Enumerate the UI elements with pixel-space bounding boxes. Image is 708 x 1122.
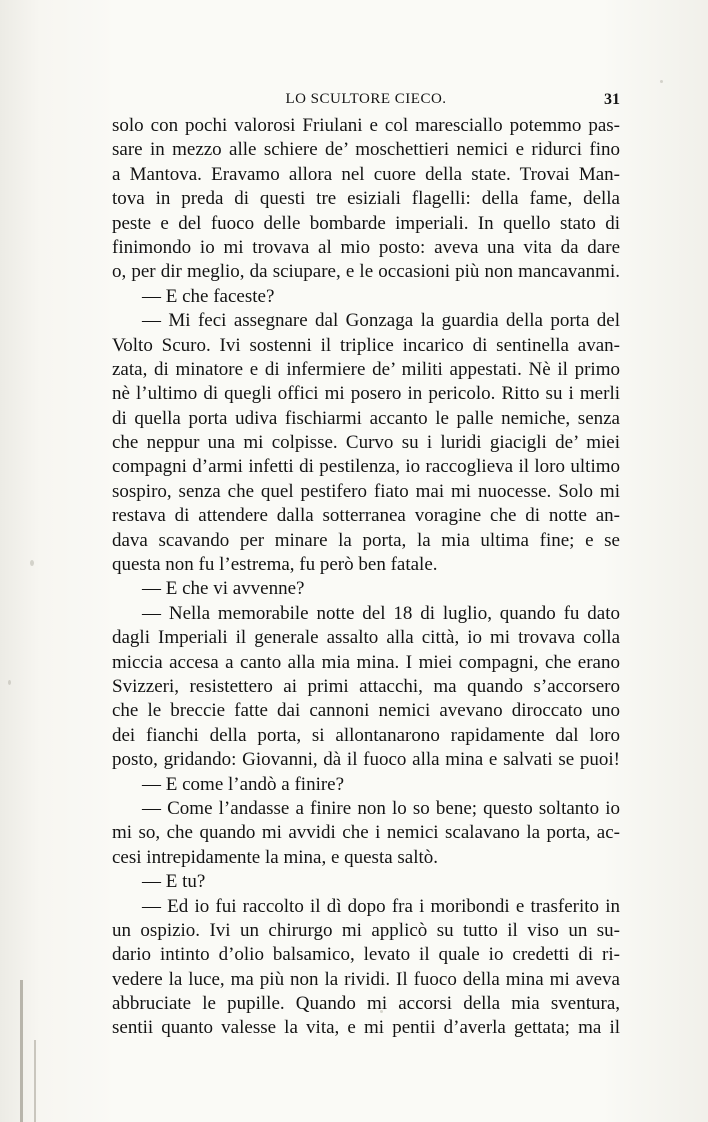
text-line: zata, di minatore e di infermiere de’ militi appestati. Nè il primo <box>112 358 620 380</box>
text-line: compagni d’armi infetti di pestilenza, io raccoglieva il loro ultimo <box>112 456 620 478</box>
text-line: — Ed io fui raccolto il dì dopo fra i moribondi e trasferito in <box>142 895 620 917</box>
running-header <box>112 88 620 114</box>
paper-speck <box>660 80 663 83</box>
text-line: questa non fu l’estrema, fu però ben fatale. <box>112 554 438 576</box>
text-line: vedere la luce, ma più non la rividi. Il fuoco della mina mi aveva <box>112 968 620 990</box>
text-line: finimondo io mi trovava al mio posto: aveva una vita da dare <box>112 236 620 258</box>
text-line: — E che faceste? <box>142 285 275 307</box>
text-line: Svizzeri, resistettero ai primi attacchi, ma quando s’accorsero <box>112 675 620 697</box>
text-line: dava scavando per minare la porta, la mia ultima fine; e se <box>112 529 620 551</box>
page-edge-shadow <box>20 980 23 1122</box>
text-line: o, per dir meglio, da sciupare, e le occasioni più non mancavanmi. <box>112 261 620 283</box>
text-line: sare in mezzo alle schiere de’ moschettieri nemici e ridurci fino <box>112 139 620 161</box>
text-line: solo con pochi valorosi Friulani e col maresciallo potemmo pas- <box>112 115 620 136</box>
text-line: — E tu? <box>142 871 206 893</box>
text-line: che neppur una mi colpisse. Curvo su i luridi giacigli de’ miei <box>112 432 620 454</box>
text-line: peste e del fuoco delle bombarde imperiali. In quello stato di <box>112 212 620 234</box>
text-line: nè l’ultimo di quegli offici mi posero in pericolo. Ritto su i merli <box>112 383 620 405</box>
text-line: — Come l’andasse a finire non lo so bene; questo soltanto io <box>142 797 620 819</box>
text-line: a Mantova. Eravamo allora nel cuore della state. Trovai Man- <box>112 163 620 185</box>
text-line: miccia accesa a canto alla mia mina. I miei compagni, che erano <box>112 651 620 673</box>
text-line: dei fianchi della porta, si allontanarono rapidamente dal loro <box>112 724 620 746</box>
text-line: posto, gridando: Giovanni, dà il fuoco alla mina e salvati se puoi! <box>112 749 620 771</box>
text-line: abbruciate le pupille. Quando mi accorsi della mia sventura, <box>112 993 620 1015</box>
page-edge-shadow-secondary <box>34 1040 36 1122</box>
text-line: — E che vi avvenne? <box>142 578 305 600</box>
text-line: — E come l’andò a finire? <box>142 773 345 795</box>
body-text <box>112 114 620 1041</box>
paper-speck <box>30 560 34 566</box>
running-title: LO SCULTORE CIECO. <box>285 91 447 107</box>
text-line: Volto Scuro. Ivi sostenni il triplice incarico di sentinella avan- <box>112 334 620 356</box>
text-line: — Mi feci assegnare dal Gonzaga la guardia della porta del <box>142 310 620 332</box>
page-number: 31 <box>604 91 620 108</box>
text-line: tova in preda di questi tre esiziali flagelli: della fame, della <box>112 188 620 210</box>
text-line: restava di attendere dalla sotterranea voragine che di notte an- <box>112 505 620 527</box>
text-line: mi so, che quando mi avvidi che i nemici scalavano la porta, ac- <box>112 822 620 844</box>
text-line: un ospizio. Ivi un chirurgo mi applicò su tutto il viso un su- <box>112 919 620 941</box>
text-line: sentii quanto valesse la vita, e mi pentii d’averla gettata; ma il <box>112 1017 620 1039</box>
paper-speck <box>8 680 11 685</box>
text-line: di quella porta udiva fischiarmi accanto le palle nemiche, senza <box>112 407 620 429</box>
text-line: sospiro, senza che quel pestifero fiato mai mi nuocesse. Solo mi <box>112 480 620 502</box>
text-line: cesi intrepidamente la mina, e questa saltò. <box>112 846 439 868</box>
text-line: dario intinto d’olio balsamico, levato il quale io credetti di ri- <box>112 944 620 966</box>
text-line: che le breccie fatte dai cannoni nemici avevano diroccato uno <box>112 700 620 722</box>
text-line: dagli Imperiali il generale assalto alla città, io mi trovava colla <box>112 627 620 649</box>
text-line: — Nella memorabile notte del 18 di luglio, quando fu dato <box>142 602 620 624</box>
